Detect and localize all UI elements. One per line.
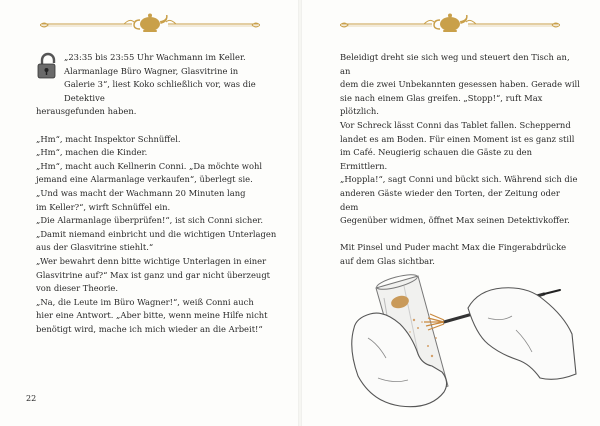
text-line: Alarmanlage Büro Wagner, Glasvitrine in: [64, 65, 239, 76]
text-line: auf dem Glas sichtbar.: [340, 255, 435, 266]
text-line: dem die zwei Unbekannten gesessen haben. Gerade will: [340, 79, 580, 90]
text-line: „Hm“, macht auch Kellnerin Conni. „Da möchte wohl: [36, 160, 263, 171]
text-line: „Hm“, macht Inspektor Schnüffel.: [36, 133, 181, 144]
text-line: Glasvitrine auf?“ Max ist ganz und gar nicht überzeugt: [36, 269, 271, 280]
text-line: hier eine Antwort. „Aber bitte, wenn meine Hilfe nicht: [36, 310, 268, 321]
text-line: im Café. Neugierig schauen die Gäste zu den Ermittlern.: [340, 147, 533, 171]
text-line: von dieser Theorie.: [36, 283, 119, 294]
text-line: sie nach einem Glas greifen. „Stopp!“, ruft Max plötzlich.: [340, 92, 543, 117]
text-line: „Hm“, machen die Kinder.: [36, 147, 148, 158]
text-line: „Und was macht der Wachmann 20 Minuten lang: [36, 187, 246, 198]
right-page-text: [340, 51, 580, 269]
text-line: Vor Schreck lässt Conni das Tablet fallen. Scheppernd: [340, 119, 571, 130]
teapot-ornament-icon: [340, 10, 560, 34]
text-line: herausgefunden haben.: [36, 106, 137, 117]
text-line: Gegenüber widmen, öffnet Max seinen Detektivkoffer.: [340, 215, 570, 226]
text-line: Mit Pinsel und Puder macht Max die Fingerabdrücke: [340, 242, 567, 253]
text-line: „Damit niemand einbricht und die wichtigen Unterlagen: [36, 228, 277, 239]
text-line: benötigt wird, mache ich mich wieder an die Arbeit!“: [36, 323, 263, 334]
text-line: im Keller?“, wirft Schnüffel ein.: [36, 201, 171, 212]
page-number: 22: [26, 394, 37, 403]
text-line: „Hoppla!“, sagt Conni und bückt sich. Während sich die: [340, 174, 578, 185]
teapot-ornament-icon: [40, 10, 260, 34]
left-page-text: [36, 51, 286, 336]
gloved-hands-dusting-glass-illustration: [348, 268, 578, 418]
text-line: „Wer bewahrt denn bitte wichtige Unterlagen in einer: [36, 255, 267, 266]
book-gutter: [298, 0, 302, 426]
text-line: jemand eine Alarmanlage verkaufen“, überlegt sie.: [36, 174, 253, 185]
text-line: Galerie 3“, liest Koko schließlich vor, was die Detektive: [64, 79, 256, 103]
text-line: Beleidigt dreht sie sich weg und steuert den Tisch an, an: [340, 52, 570, 76]
text-line: „Na, die Leute im Büro Wagner!“, weiß Conni auch: [36, 296, 254, 307]
text-line: „23:35 bis 23:55 Uhr Wachmann im Keller.: [64, 52, 246, 62]
text-line: landet es am Boden. Für einen Moment ist es ganz still: [340, 133, 575, 144]
text-line: „Die Alarmanlage überprüfen!“, ist sich Conni sicher.: [36, 215, 264, 226]
text-line: anderen Gäste wieder den Torten, der Zeitung oder dem: [340, 187, 560, 212]
text-line: aus der Glasvitrine stiehlt.“: [36, 242, 154, 253]
